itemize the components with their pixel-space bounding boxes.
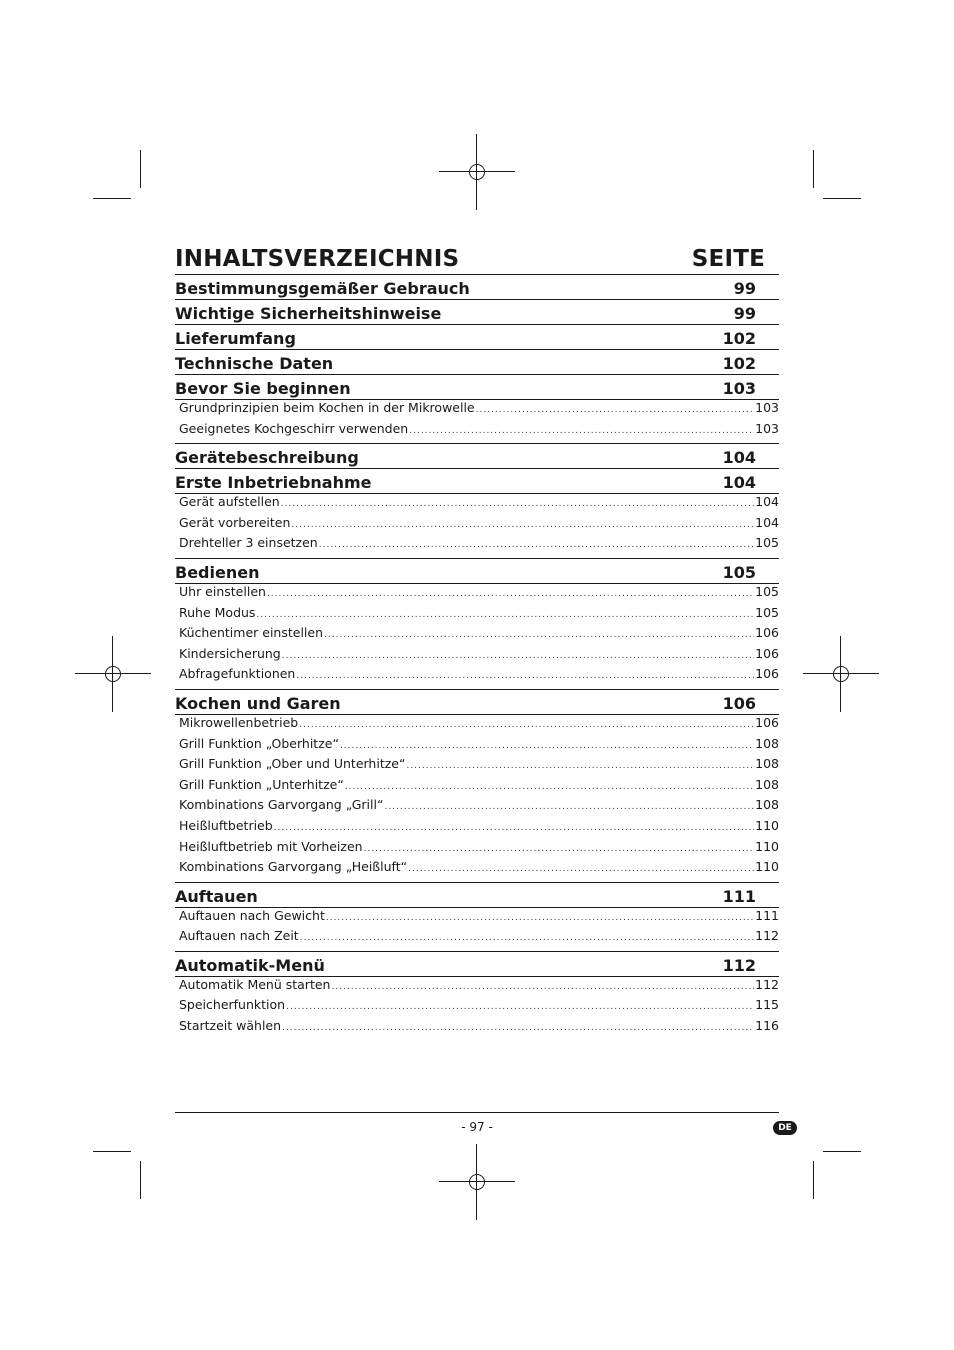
toc-section-entry[interactable] <box>175 469 779 494</box>
toc-subsection-entry[interactable] <box>175 797 779 818</box>
crop-mark <box>140 1161 141 1199</box>
toc-subsection-entry[interactable] <box>175 736 779 757</box>
page-number: - 97 - <box>461 1120 493 1134</box>
dot-leader <box>286 1002 754 1012</box>
toc-subsection-title: Kombinations Garvorgang „Heißluft“ <box>179 859 408 875</box>
toc-section-entry[interactable] <box>175 375 779 400</box>
dot-leader <box>256 610 754 620</box>
toc-section-entry[interactable] <box>175 883 779 908</box>
toc-header <box>175 244 779 275</box>
toc-subsection-entry[interactable] <box>175 535 779 556</box>
dot-leader <box>296 671 754 681</box>
dot-leader <box>299 720 754 730</box>
toc-subsection-page: 112 <box>755 928 779 944</box>
toc-subsection-entry[interactable] <box>175 859 779 880</box>
toc-subsection-entry[interactable] <box>175 977 779 998</box>
toc-subsection-page: 108 <box>755 776 779 792</box>
toc-subsection-list <box>175 908 779 952</box>
toc-subsection-entry[interactable] <box>175 400 779 421</box>
dot-leader <box>409 426 754 436</box>
dot-leader <box>345 782 754 792</box>
toc-subsection-title: Mikrowellenbetrieb <box>179 714 299 730</box>
toc-subsection-page: 106 <box>755 645 779 661</box>
toc-subsection-page: 105 <box>755 583 779 599</box>
toc-subsection-entry[interactable] <box>175 1018 779 1039</box>
toc-subsection-title: Grill Funktion „Unterhitze“ <box>179 776 344 792</box>
dot-leader <box>282 651 754 661</box>
toc-subsection-page: 105 <box>755 604 779 620</box>
toc-section-page: 105 <box>722 562 756 582</box>
dot-leader <box>326 913 754 923</box>
toc-subsection-page: 106 <box>755 666 779 682</box>
crop-mark <box>823 1151 861 1152</box>
toc-subsection-entry[interactable] <box>175 605 779 626</box>
toc-subsection-entry[interactable] <box>175 584 779 605</box>
toc-section-page: 103 <box>722 379 756 398</box>
dot-leader <box>364 844 755 854</box>
toc-section-title: Automatik-Menü <box>175 955 325 975</box>
toc-section-entry[interactable] <box>175 559 779 584</box>
toc-subsection-entry[interactable] <box>175 421 779 442</box>
toc-section-entry[interactable] <box>175 325 779 350</box>
toc-section-entry[interactable] <box>175 952 779 977</box>
toc-section-entry[interactable] <box>175 300 779 325</box>
toc-page-label: SEITE <box>691 246 765 272</box>
toc-subsection-page: 112 <box>755 976 779 992</box>
dot-leader <box>406 761 754 771</box>
toc-section-title: Bedienen <box>175 562 260 582</box>
toc-subsection-entry[interactable] <box>175 715 779 736</box>
toc-subsection-entry[interactable] <box>175 839 779 860</box>
toc-subsection-page: 105 <box>755 535 779 551</box>
toc-subsection-title: Kombinations Garvorgang „Grill“ <box>179 797 384 813</box>
toc-subsection-list <box>175 584 779 690</box>
toc-subsection-page: 106 <box>755 625 779 641</box>
toc-subsection-page: 108 <box>755 735 779 751</box>
toc-subsection-title: Küchentimer einstellen <box>179 625 324 641</box>
toc-subsection-page: 110 <box>755 817 779 833</box>
toc-subsection-page: 103 <box>755 400 779 415</box>
toc-subsection-title: Geeignetes Kochgeschirr verwenden <box>179 420 409 436</box>
toc-subsection-page: 104 <box>755 494 779 510</box>
toc-section-page: 99 <box>733 279 756 298</box>
toc-section-title: Technische Daten <box>175 354 334 373</box>
toc-section-page: 104 <box>722 473 756 493</box>
dot-leader <box>274 823 754 833</box>
toc-subsection-title: Drehteller 3 einsetzen <box>179 535 318 551</box>
toc-subsection-title: Auftauen nach Zeit <box>179 928 299 944</box>
toc-subsection-list <box>175 715 779 883</box>
toc-subsection-entry[interactable] <box>175 756 779 777</box>
dot-leader <box>324 630 754 640</box>
toc-subsection-title: Uhr einstellen <box>179 583 266 599</box>
toc-subsection-title: Speicherfunktion <box>179 997 286 1013</box>
toc-title: INHALTSVERZEICHNIS <box>175 246 460 272</box>
dot-leader <box>281 499 754 509</box>
toc-subsection-page: 108 <box>755 797 779 813</box>
toc-subsection-list <box>175 400 779 444</box>
registration-mark-icon <box>439 1144 515 1220</box>
toc-section-page: 104 <box>722 448 756 468</box>
crop-mark <box>93 1151 131 1152</box>
toc-section-entry[interactable] <box>175 690 779 715</box>
toc-subsection-title: Grill Funktion „Ober und Unterhitze“ <box>179 756 406 772</box>
toc-section-title: Bevor Sie beginnen <box>175 379 351 398</box>
registration-mark-icon <box>439 134 515 210</box>
dot-leader <box>319 540 754 550</box>
toc-subsection-title: Gerät aufstellen <box>179 494 280 510</box>
toc-subsection-page: 116 <box>755 1018 779 1034</box>
toc-section-title: Erste Inbetriebnahme <box>175 473 372 493</box>
toc-subsection-title: Grundprinzipien beim Kochen in der Mikrowelle <box>179 400 475 415</box>
toc-subsection-title: Heißluftbetrieb <box>179 817 273 833</box>
toc-section-title: Lieferumfang <box>175 329 296 348</box>
language-badge: DE <box>773 1121 797 1135</box>
toc-section-title: Auftauen <box>175 886 258 906</box>
toc-section-page: 112 <box>722 955 756 975</box>
toc-subsection-entry[interactable] <box>175 777 779 798</box>
toc-section-title: Kochen und Garen <box>175 693 341 713</box>
toc-subsection-entry[interactable] <box>175 908 779 929</box>
toc-section-page: 102 <box>722 354 756 373</box>
toc-section-entry[interactable] <box>175 275 779 300</box>
toc-subsection-entry[interactable] <box>175 494 779 515</box>
toc-subsection-title: Grill Funktion „Oberhitze“ <box>179 735 339 751</box>
toc-subsection-page: 108 <box>755 756 779 772</box>
toc-subsection-entry[interactable] <box>175 646 779 667</box>
toc-subsection-list <box>175 494 779 559</box>
registration-mark-icon <box>803 636 879 712</box>
toc-section-entry[interactable] <box>175 444 779 469</box>
crop-mark <box>140 150 141 188</box>
dot-leader <box>340 741 754 751</box>
toc-subsection-title: Startzeit wählen <box>179 1018 282 1034</box>
toc-section-title: Bestimmungsgemäßer Gebrauch <box>175 279 470 298</box>
dot-leader <box>331 982 754 992</box>
toc-subsection-page: 106 <box>755 714 779 730</box>
toc-subsection-title: Heißluftbetrieb mit Vorheizen <box>179 838 363 854</box>
toc-subsection-page: 104 <box>755 514 779 530</box>
toc-section-page: 102 <box>722 329 756 348</box>
toc-section-title: Gerätebeschreibung <box>175 448 359 468</box>
toc-section-page: 106 <box>722 693 756 713</box>
toc-subsection-entry[interactable] <box>175 666 779 687</box>
toc-subsection-page: 103 <box>755 420 779 436</box>
dot-leader <box>476 405 755 415</box>
crop-mark <box>93 198 131 199</box>
dot-leader <box>291 520 754 530</box>
toc-section-page: 111 <box>722 886 756 906</box>
toc-subsection-page: 111 <box>755 907 779 923</box>
toc-subsection-page: 110 <box>755 859 779 875</box>
registration-mark-icon <box>75 636 151 712</box>
dot-leader <box>408 864 754 874</box>
dot-leader <box>300 933 754 943</box>
toc-subsection-title: Ruhe Modus <box>179 604 256 620</box>
toc-subsection-entry[interactable] <box>175 818 779 839</box>
toc-subsection-entry[interactable] <box>175 515 779 536</box>
footer-rule <box>175 1112 779 1113</box>
toc-subsection-list <box>175 977 779 1041</box>
toc-subsection-title: Auftauen nach Gewicht <box>179 907 325 923</box>
table-of-contents <box>175 244 779 1041</box>
toc-section-entry[interactable] <box>175 350 779 375</box>
toc-subsection-page: 110 <box>755 838 779 854</box>
toc-subsection-entry[interactable] <box>175 997 779 1018</box>
toc-subsection-title: Automatik Menü starten <box>179 976 331 992</box>
toc-section-page: 99 <box>733 304 756 323</box>
crop-mark <box>813 1161 814 1199</box>
crop-mark <box>813 150 814 188</box>
crop-mark <box>823 198 861 199</box>
dot-leader <box>384 802 754 812</box>
dot-leader <box>267 589 754 599</box>
toc-subsection-page: 115 <box>755 997 779 1013</box>
toc-sections <box>175 275 779 1041</box>
toc-subsection-title: Kindersicherung <box>179 645 281 661</box>
toc-subsection-entry[interactable] <box>175 928 779 949</box>
toc-subsection-entry[interactable] <box>175 625 779 646</box>
toc-section-title: Wichtige Sicherheitshinweise <box>175 304 442 323</box>
toc-subsection-title: Gerät vorbereiten <box>179 514 291 530</box>
dot-leader <box>282 1023 754 1033</box>
toc-subsection-title: Abfragefunktionen <box>179 666 296 682</box>
